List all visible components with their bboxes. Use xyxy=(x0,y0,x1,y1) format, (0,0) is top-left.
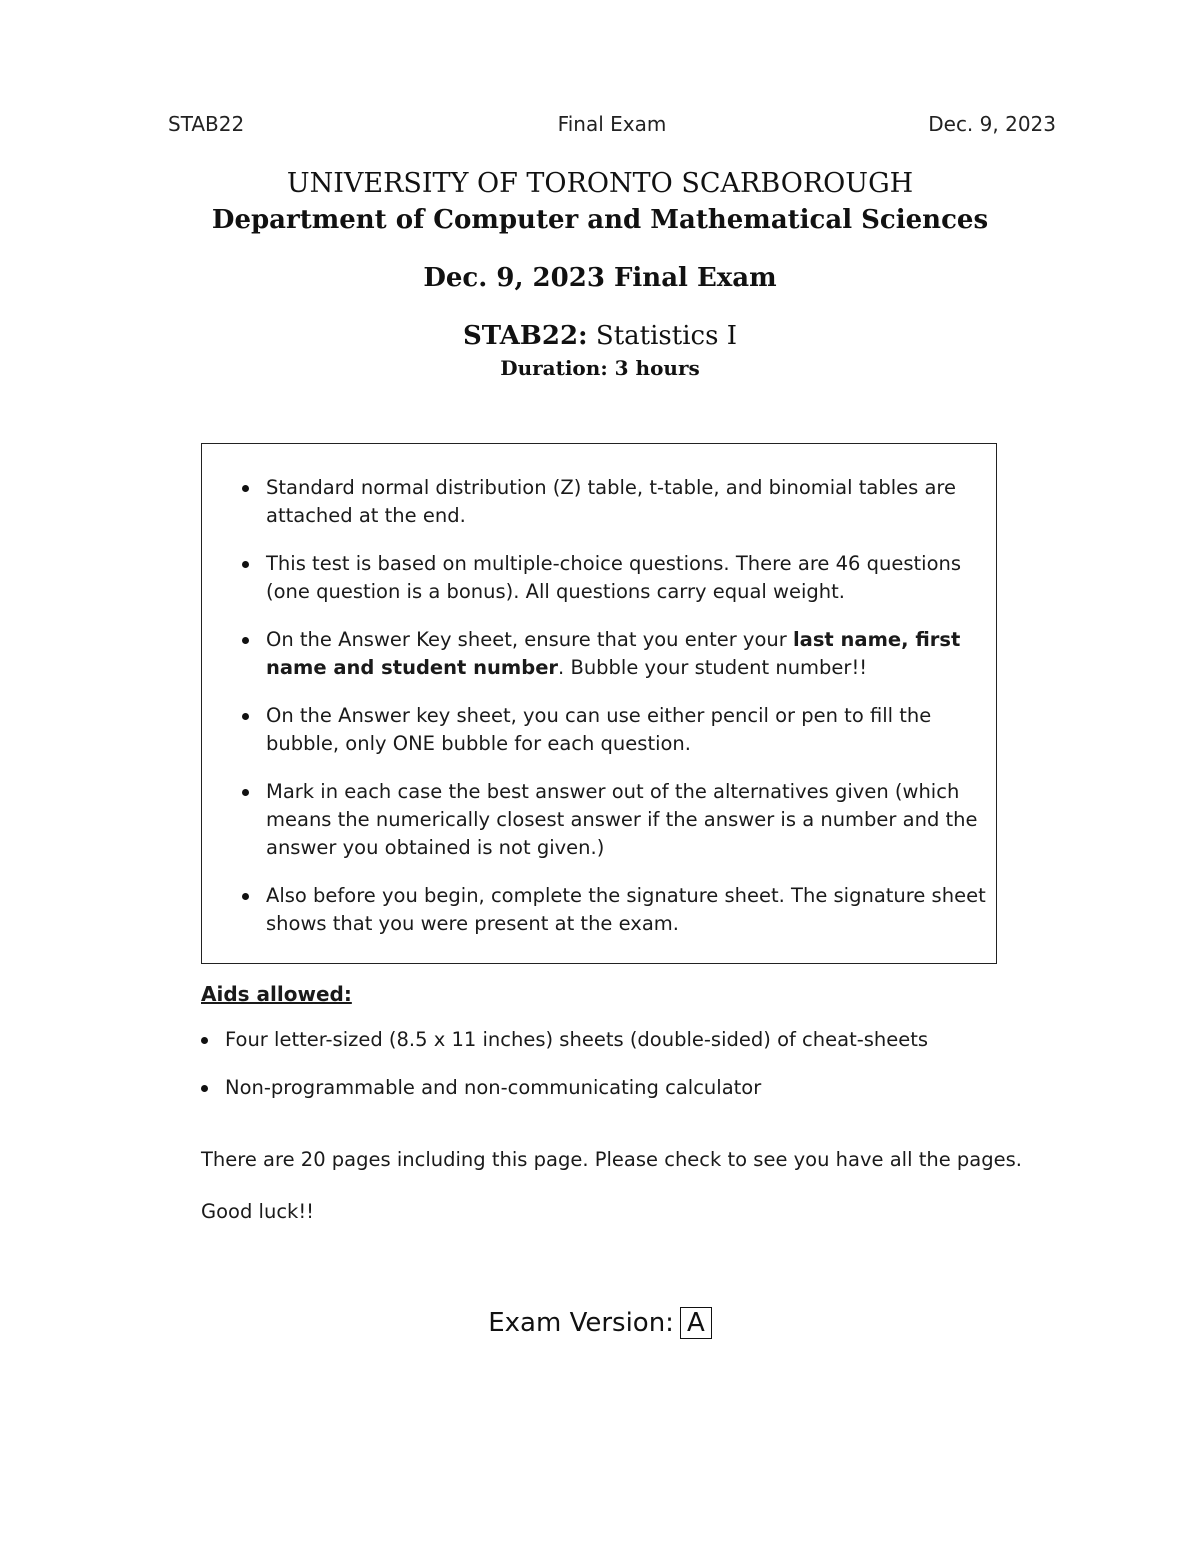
instruction-text: On the Answer key sheet, you can use either pencil or pen to fill the bubble, only ONE bubble for each question. xyxy=(266,704,932,755)
bullet-icon xyxy=(242,485,249,492)
bullet-icon xyxy=(242,789,249,796)
bullet-icon xyxy=(242,713,249,720)
department-name: Department of Computer and Mathematical Sciences xyxy=(211,205,989,235)
exam-version-label: Exam Version: xyxy=(488,1308,674,1338)
university-name: UNIVERSITY OF TORONTO SCARBOROUGH xyxy=(286,168,914,199)
instruction-item xyxy=(242,474,986,530)
exam-title: Dec. 9, 2023 Final Exam xyxy=(423,263,777,293)
instruction-item xyxy=(242,702,986,758)
header-course-code: STAB22 xyxy=(168,112,245,136)
aid-item xyxy=(201,1026,1061,1054)
page-count-note: There are 20 pages including this page. Please check to see you have all the pages. xyxy=(201,1148,1022,1171)
instruction-item xyxy=(242,550,986,606)
course-code: STAB22: xyxy=(463,321,588,351)
good-luck-note: Good luck!! xyxy=(201,1200,314,1223)
course-name: Statistics I xyxy=(595,321,737,351)
bullet-icon xyxy=(201,1085,208,1092)
exam-duration: Duration: 3 hours xyxy=(500,356,700,380)
aids-title: Aids allowed: xyxy=(201,982,352,1006)
instruction-text: Also before you begin, complete the signature sheet. The signature sheet shows that you were present at the exam. xyxy=(266,884,986,935)
header-exam-date: Dec. 9, 2023 xyxy=(928,112,1056,136)
instruction-text-end: . Bubble your student number!! xyxy=(558,656,868,679)
instructions-list xyxy=(242,474,986,938)
aid-item xyxy=(201,1074,1061,1102)
instruction-item xyxy=(242,626,986,682)
bullet-icon xyxy=(242,637,249,644)
aids-list xyxy=(201,1026,1061,1102)
instruction-text: Mark in each case the best answer out of the alternatives given (which means the numerically closest answer if the answer is a number and the answer you obtained is not given.) xyxy=(266,780,978,859)
bullet-icon xyxy=(242,893,249,900)
course-title xyxy=(0,318,1200,354)
exam-version-value: A xyxy=(680,1307,712,1339)
bullet-icon xyxy=(201,1037,208,1044)
instructions-box xyxy=(201,443,997,964)
instruction-item xyxy=(242,882,986,938)
title-block xyxy=(0,166,1200,382)
bullet-icon xyxy=(242,561,249,568)
instruction-text: Standard normal distribution (Z) table, t-table, and binomial tables are attached at the end. xyxy=(266,476,957,527)
exam-version xyxy=(0,1306,1200,1340)
instruction-text-start: On the Answer Key sheet, ensure that you enter your xyxy=(266,628,793,651)
instruction-text-emphasis: last name, first name and student number xyxy=(266,628,961,679)
aid-text: Four letter-sized (8.5 x 11 inches) sheets (double-sided) of cheat-sheets xyxy=(225,1028,929,1051)
aid-text: Non-programmable and non-communicating calculator xyxy=(225,1076,762,1099)
aids-section xyxy=(201,980,1061,1122)
running-header xyxy=(168,112,1056,140)
header-exam-name: Final Exam xyxy=(557,112,667,136)
instruction-text: This test is based on multiple-choice questions. There are 46 questions (one question is a bonus). All questions carry equal weight. xyxy=(266,552,962,603)
instruction-item xyxy=(242,778,986,862)
